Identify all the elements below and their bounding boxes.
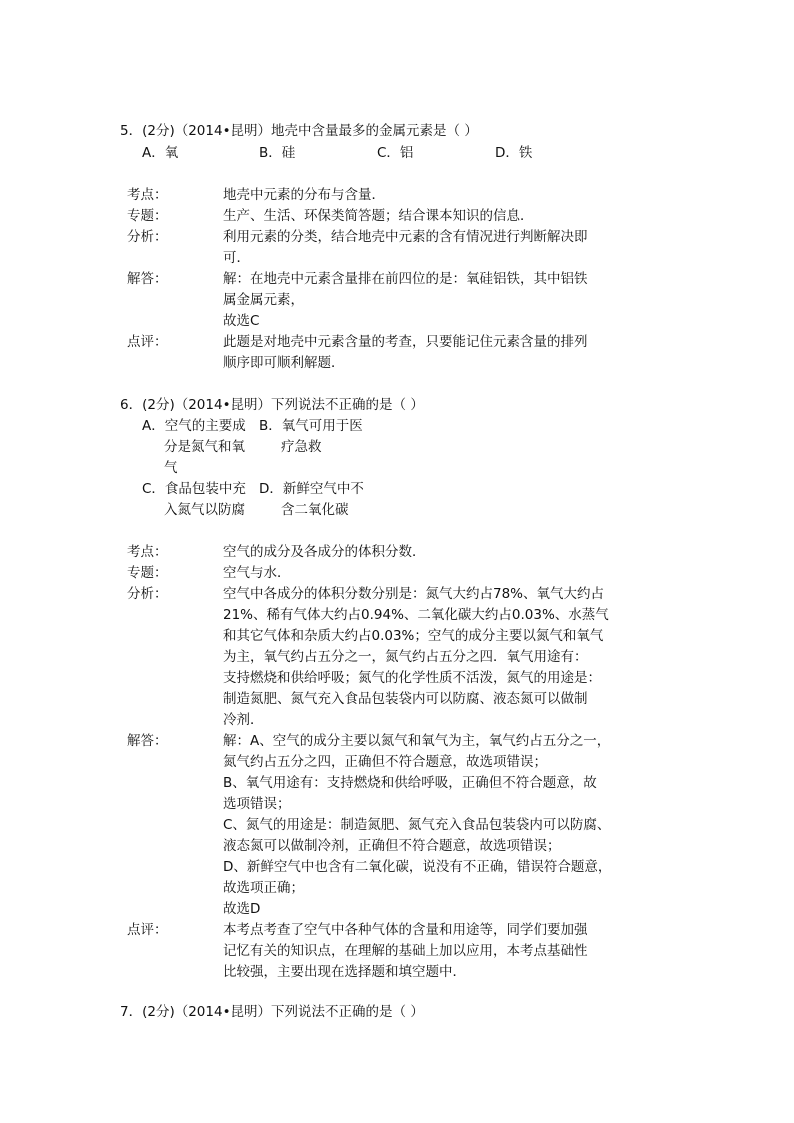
- fenxi-line: 空气中各成分的体积分数分别是：氮气大约占78%、氧气大约占: [223, 586, 605, 602]
- jieda-line: 属金属元素，: [223, 292, 304, 308]
- fenxi-label: 分析：: [127, 586, 168, 602]
- dianping-line: 本考点考查了空气中各种气体的含量和用途等，同学们要加强: [223, 922, 588, 938]
- kaodian-label: 考点：: [127, 544, 168, 560]
- option-d-line: D．新鲜空气中不: [259, 481, 364, 497]
- jieda-line: 故选项正确；: [223, 880, 304, 896]
- dianping-line: 顺序即可顺利解题．: [223, 355, 345, 371]
- fenxi-line: 支持燃烧和供给呼吸；氮气的化学性质不活泼，氮气的用途是：: [223, 670, 601, 686]
- kaodian-text: 地壳中元素的分布与含量．: [223, 187, 385, 203]
- jieda-line: 液态氮可以做制冷剂，正确但不符合题意，故选项错误；: [223, 838, 561, 854]
- dianping-line: 比较强，主要出现在选择题和填空题中．: [223, 964, 466, 980]
- dianping-line: 此题是对地壳中元素含量的考查，只要能记住元素含量的排列: [223, 334, 588, 350]
- jieda-line: 故选D: [223, 901, 261, 917]
- jieda-line: 解：A、空气的成分主要以氮气和氧气为主，氧气约占五分之一，: [223, 733, 611, 749]
- dianping-line: 记忆有关的知识点，在理解的基础上加以应用，本考点基础性: [223, 943, 588, 959]
- zhuanti-text: 生产、生活、环保类简答题；结合课本知识的信息．: [223, 208, 534, 224]
- dianping-label: 点评：: [127, 334, 168, 350]
- option-c: C．铝: [377, 145, 414, 161]
- fenxi-line: 制造氮肥、氮气充入食品包装袋内可以防腐、液态氮可以做制: [223, 691, 588, 707]
- fenxi-line: 为主，氧气约占五分之一，氮气约占五分之四．氧气用途有：: [223, 649, 588, 665]
- kaodian-text: 空气的成分及各成分的体积分数．: [223, 544, 426, 560]
- jieda-line: B、氧气用途有：支持燃烧和供给呼吸，正确但不符合题意，故: [223, 775, 597, 791]
- zhuanti-label: 专题：: [127, 208, 168, 224]
- jieda-line: 故选C: [223, 313, 260, 329]
- option-a-line: A．空气的主要成: [142, 418, 246, 434]
- jieda-line: C、氮气的用途是：制造氮肥、氮气充入食品包装袋内可以防腐、: [223, 817, 611, 833]
- option-c-line: 入氮气以防腐: [164, 502, 245, 518]
- option-d: D．铁: [495, 145, 533, 161]
- option-a-line: 气: [164, 460, 178, 476]
- question-7-title: 7．(2分)（2014•昆明）下列说法不正确的是（ ）: [120, 1004, 424, 1020]
- jieda-label: 解答：: [127, 733, 168, 749]
- option-b-line: 疗急救: [281, 439, 322, 455]
- dianping-label: 点评：: [127, 922, 168, 938]
- fenxi-label: 分析：: [127, 229, 168, 245]
- zhuanti-label: 专题：: [127, 565, 168, 581]
- jieda-line: 选项错误；: [223, 796, 291, 812]
- question-5-title: 5．(2分)（2014•昆明）地壳中含量最多的金属元素是（ ）: [120, 123, 478, 139]
- fenxi-line: 可．: [223, 250, 250, 266]
- option-d-line: 含二氧化碳: [281, 502, 349, 518]
- jieda-line: 氮气约占五分之四，正确但不符合题意，故选项错误；: [223, 754, 547, 770]
- jieda-line: D、新鲜空气中也含有二氧化碳，说没有不正确，错误符合题意，: [223, 859, 612, 875]
- option-b-line: B．氧气可用于医: [259, 418, 363, 434]
- kaodian-label: 考点：: [127, 187, 168, 203]
- fenxi-line: 21%、稀有气体大约占0.94%、二氧化碳大约占0.03%、水蒸气: [223, 607, 609, 623]
- fenxi-line: 和其它气体和杂质大约占0.03%；空气的成分主要以氮气和氧气: [223, 628, 604, 644]
- fenxi-line: 冷剂．: [223, 712, 264, 728]
- option-b: B．硅: [259, 145, 296, 161]
- question-6-title: 6．(2分)（2014•昆明）下列说法不正确的是（ ）: [120, 397, 424, 413]
- fenxi-line: 利用元素的分类，结合地壳中元素的含有情况进行判断解决即: [223, 229, 588, 245]
- option-a-line: 分是氮气和氧: [164, 439, 245, 455]
- zhuanti-text: 空气与水．: [223, 565, 291, 581]
- option-c-line: C．食品包装中充: [142, 481, 246, 497]
- option-a: A．氧: [142, 145, 179, 161]
- jieda-line: 解：在地壳中元素含量排在前四位的是：氧硅铝铁，其中铝铁: [223, 271, 588, 287]
- jieda-label: 解答：: [127, 271, 168, 287]
